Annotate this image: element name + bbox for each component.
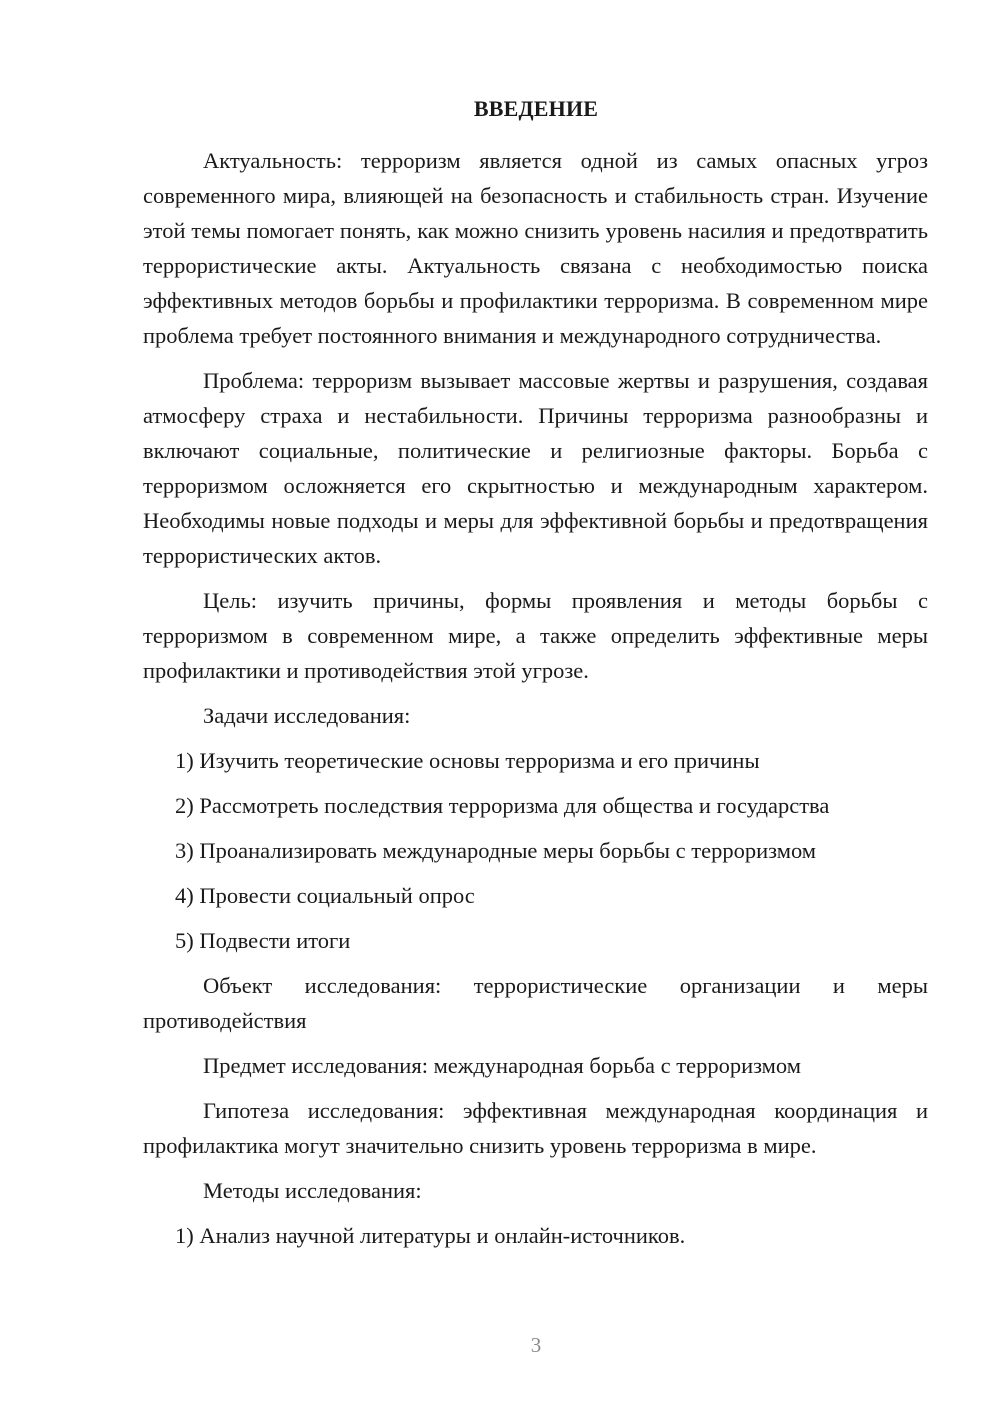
goal-paragraph: Цель: изучить причины, формы проявления и методы борьбы с терроризмом в современном мире, а также определить эффективные меры профилактики и противодействия этой угрозе.: [143, 588, 928, 683]
subject-paragraph: Предмет исследования: международная борьба с терроризмом: [203, 1053, 801, 1078]
list-item: 2) Рассмотреть последствия терроризма для общества и государства: [175, 793, 830, 818]
relevance-paragraph: Актуальность: терроризм является одной из самых опасных угроз современного мира, влияющей на безопасность и стабильность стран. Изучение этой темы помогает понять, как можно снизить уровень насилия и предотвратить террористические акты. Актуальность связана с необходимостью поиска эффективных методов борьбы и профилактики терроризма. В современном мире проблема требует постоянного внимания и международного сотрудничества.: [143, 148, 928, 348]
list-item: 3) Проанализировать международные меры борьбы с терроризмом: [175, 838, 816, 863]
page-number: 3: [530, 1333, 542, 1357]
page-title: ВВЕДЕНИЕ: [473, 96, 599, 121]
tasks-list: [143, 743, 928, 958]
methods-heading: Методы исследования:: [203, 1178, 422, 1203]
methods-list: [143, 1218, 928, 1253]
tasks-heading: Задачи исследования:: [203, 703, 411, 728]
document-body: [143, 143, 928, 1263]
list-item: 1) Анализ научной литературы и онлайн-источников.: [175, 1223, 686, 1248]
list-item: 4) Провести социальный опрос: [175, 883, 475, 908]
object-paragraph: Объект исследования: террористические организации и меры противодействия: [143, 973, 928, 1033]
hypothesis-paragraph: Гипотеза исследования: эффективная международная координация и профилактика могут значительно снизить уровень терроризма в мире.: [143, 1098, 928, 1158]
list-item: 1) Изучить теоретические основы терроризма и его причины: [175, 748, 760, 773]
list-item: 5) Подвести итоги: [175, 928, 351, 953]
problem-paragraph: Проблема: терроризм вызывает массовые жертвы и разрушения, создавая атмосферу страха и нестабильности. Причины терроризма разнообразны и включают социальные, политические и религиозные факторы. Борьба с терроризмом осложняется его скрытностью и международным характером. Необходимы новые подходы и меры для эффективной борьбы и предотвращения террористических актов.: [143, 368, 928, 568]
